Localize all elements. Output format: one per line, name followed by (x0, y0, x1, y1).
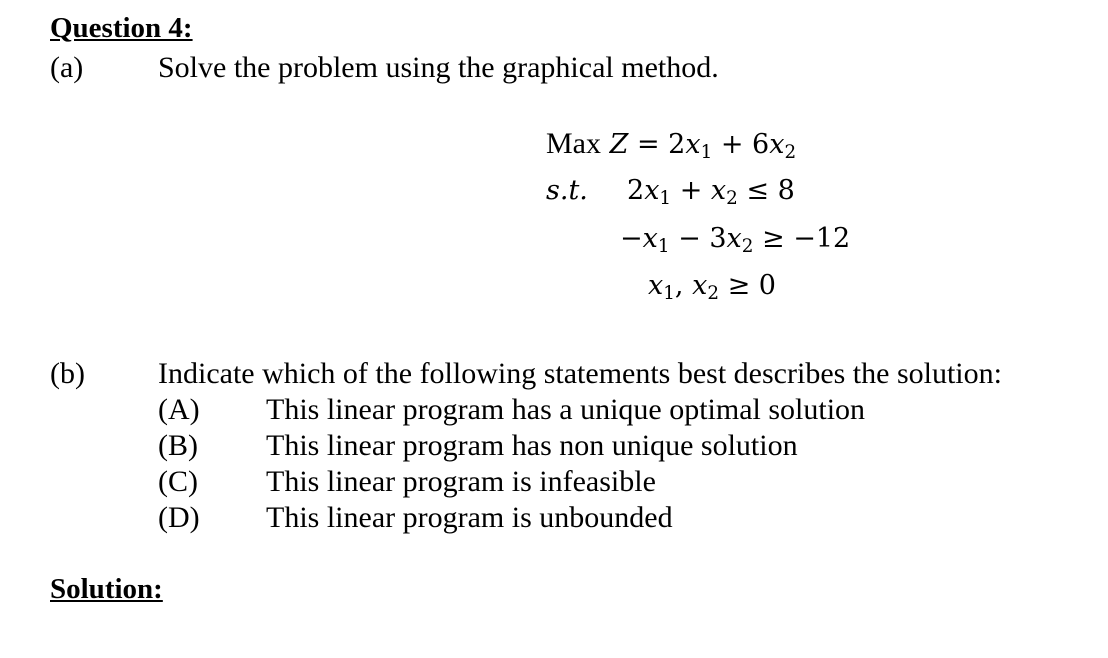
subject-to-label: s.t. (546, 175, 588, 206)
constraint-nonnegativity: $x_1$, $x_2 \ge 0$ (648, 270, 776, 305)
option-d-text: This linear program is unbounded (266, 501, 673, 534)
option-c-label: (C) (158, 465, 198, 498)
option-a-text: This linear program has a unique optimal solution (266, 393, 866, 426)
constraint-2: $-x_1 - 3x_2 \ge -12$ (620, 223, 851, 258)
option-a-label: (A) (158, 393, 200, 426)
part-b-text: Indicate which of the following statements best describes the solution: (158, 357, 1002, 390)
objective-line (546, 127, 797, 164)
constraint-1: $2x_1 + x_2 \le 8$ (627, 175, 795, 210)
option-b-label: (B) (158, 429, 198, 462)
solution-heading: Solution: (50, 573, 163, 605)
objective-variable: Z (609, 129, 629, 160)
objective-expression: = $2x_1 + 6x_2$ (636, 129, 797, 164)
option-c-text: This linear program is infeasible (266, 465, 656, 498)
option-d-label: (D) (158, 501, 200, 534)
question-heading: Question 4: (50, 12, 193, 44)
objective-prefix: Max (546, 127, 601, 160)
part-a-label: (a) (50, 51, 84, 84)
part-a-text: Solve the problem using the graphical method. (158, 51, 719, 84)
part-b-label: (b) (50, 357, 85, 390)
option-b-text: This linear program has non unique solution (266, 429, 798, 462)
